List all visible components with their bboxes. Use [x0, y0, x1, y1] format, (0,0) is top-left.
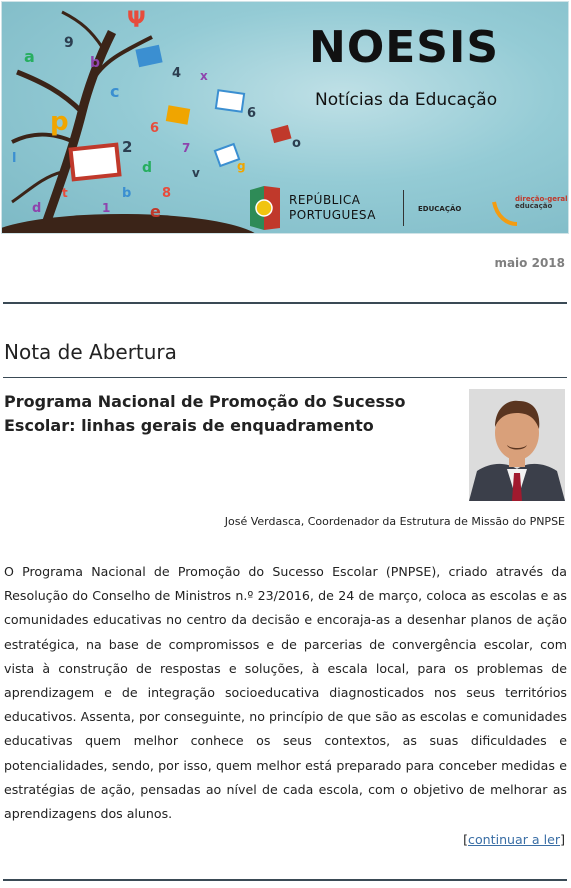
read-more-link[interactable]: continuar a ler — [468, 832, 561, 847]
dge-logo-icon — [494, 202, 517, 224]
ministry-label: EDUCAÇÃO — [418, 205, 462, 213]
svg-text:v: v — [192, 166, 200, 180]
svg-text:d: d — [142, 160, 153, 176]
svg-text:Ψ: Ψ — [127, 8, 146, 33]
svg-text:7: 7 — [182, 141, 191, 155]
author-photo — [469, 389, 565, 501]
svg-text:b: b — [90, 55, 101, 71]
republica-portuguesa-emblem — [250, 186, 280, 230]
svg-text:e: e — [150, 202, 161, 221]
svg-text:6: 6 — [150, 121, 160, 136]
section-divider-top — [3, 302, 567, 304]
svg-text:9: 9 — [64, 35, 74, 51]
article-author: José Verdasca, Coordenador da Estrutura de Missão do PNPSE — [224, 515, 565, 528]
logo-divider — [403, 190, 404, 226]
newsletter-banner — [1, 1, 569, 234]
svg-text:d: d — [32, 201, 42, 216]
svg-text:4: 4 — [172, 66, 182, 81]
republica-portuguesa-label — [289, 193, 376, 223]
article-body: O Programa Nacional de Promoção do Sucesso Escolar (PNPSE), criado através da Resolução do Conselho de Ministros n.º 23/2016, de 24 de março, coloca as escolas e as comunidades educativas no centro da decisão e encoraja-as a desenhar planos de ação estratégica, na base de compromissos e de parcerias de convergência escolar, com vista à construção de respostas e soluções, à escala local, para os problemas de aprendizagem e de integração socioeducativa diagnosticados nos seus territórios educativos. Assenta, por conseguinte, no princípio de que são as escolas e comunidades educativas quem melhor conhece os seus contextos, as suas dificuldades e potencialidades, sendo, por isso, quem melhor está preparado para conceber medidas e estratégias de ação, pensadas ao nível de cada escola, com o objetivo de melhorar as aprendizagens dos alunos. — [4, 564, 567, 822]
svg-text:6: 6 — [247, 106, 257, 121]
svg-text:a: a — [24, 47, 35, 66]
svg-text:t: t — [62, 186, 68, 200]
svg-text:2: 2 — [122, 138, 133, 156]
gov-line-1: REPÚBLICA — [289, 193, 361, 207]
svg-text:b: b — [122, 186, 132, 201]
gov-line-2: PORTUGUESA — [289, 208, 376, 222]
svg-text:1: 1 — [102, 201, 111, 215]
svg-text:l: l — [12, 151, 17, 166]
dge-logo-label — [515, 196, 569, 210]
issue-date: maio 2018 — [494, 256, 565, 270]
author-portrait-icon — [469, 389, 565, 501]
newsletter-subtitle: Notícias da Educação — [315, 90, 498, 110]
newsletter-title: NOESIS — [309, 22, 500, 73]
svg-text:g: g — [237, 159, 246, 173]
read-more-bracket-close: ] — [560, 832, 565, 847]
section-divider-bottom — [3, 879, 567, 881]
svg-text:x: x — [200, 69, 208, 83]
dge-line-2: educação — [515, 202, 553, 210]
section-title-underline — [3, 377, 567, 378]
svg-text:c: c — [110, 82, 120, 101]
svg-text:o: o — [292, 136, 301, 151]
article-title: Programa Nacional de Promoção do Sucesso Escolar: linhas gerais de enquadramento — [4, 392, 406, 435]
read-more — [463, 832, 565, 847]
section-title: Nota de Abertura — [4, 340, 177, 364]
dge-line-1: direção-geral — [515, 195, 568, 203]
svg-text:p: p — [50, 107, 69, 137]
read-more-bracket-open: [ — [463, 832, 469, 847]
svg-text:8: 8 — [162, 186, 172, 201]
